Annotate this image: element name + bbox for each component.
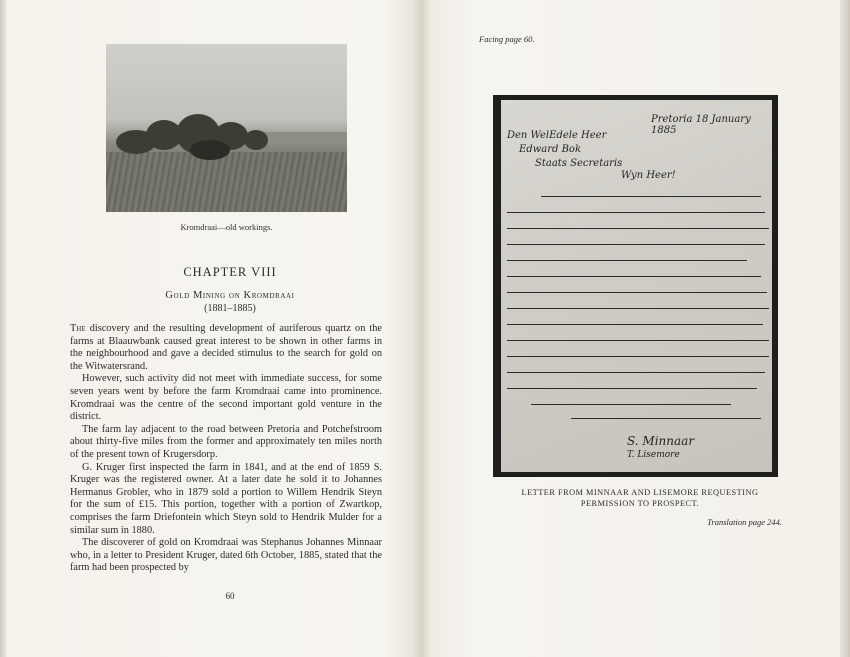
chapter-years: (1881–1885)	[204, 303, 256, 314]
paragraph	[70, 323, 382, 373]
handwriting-line	[507, 372, 765, 373]
right-page	[470, 0, 800, 657]
handwriting-line	[531, 404, 731, 405]
handwriting-line	[507, 308, 769, 309]
handwriting-line	[507, 324, 763, 325]
handwriting-line	[507, 340, 769, 341]
handwriting-line	[507, 292, 767, 293]
letter-photo	[493, 95, 778, 477]
handwriting-line	[507, 388, 757, 389]
handwriting-line	[507, 356, 769, 357]
paragraph: G. Kruger first inspected the farm in 1841, and at the end of 1859 S. Kruger was the registered owner. At a later date he sold it to Johannes Hermanus Grobler, who in 1879 sold a portion to Willem Hendrik Steyn for the sum of £15. This portion, together with a portion of Zwartkop, comprises the farm Driefontein which Steyn sold to Hendrik Mulder for a similar sum in 1880.	[70, 461, 382, 536]
paragraph: The farm lay adjacent to the road between Pretoria and Potchefstroom about thirty-five miles from the former and approximately ten miles north of the present town of Krugersdorp.	[70, 423, 382, 460]
letter-caption-line: LETTER FROM MINNAAR AND LISEMORE REQUESTING	[521, 488, 759, 497]
page-edge-left	[0, 0, 6, 657]
page-edge-right	[840, 0, 850, 657]
chapter-title: Gold Mining on Kromdraai	[165, 290, 295, 301]
body-text	[70, 323, 382, 575]
handwriting-line	[507, 276, 761, 277]
page-number: 60	[225, 591, 235, 601]
letter-paper	[501, 100, 772, 472]
letter-caption-line: PERMISSION TO PROSPECT.	[580, 499, 700, 508]
handwriting-line	[507, 228, 769, 229]
translation-note: Translation page 244.	[707, 517, 782, 527]
letter-place-date: Pretoria 18 January 1885	[651, 114, 751, 136]
letter-signature: S. Minnaar	[627, 434, 695, 448]
letter-signature: T. Lisemore	[627, 450, 680, 460]
paragraph: The discoverer of gold on Kromdraai was Stephanus Johannes Minnaar who, in a letter to President Kruger, dated 6th October, 1885, stated that the farm had been prospected by	[70, 537, 382, 574]
paragraph-lead: The	[70, 323, 86, 334]
letter-salutation: Staats Secretaris	[535, 158, 623, 169]
paragraph-text: discovery and the resulting development of auriferous quartz on the farms at Blaauwbank caused great interest to be shown in other farms in the neighbourhood and gave a decided stimulus to the search for gold on the Witwatersrand.	[70, 323, 382, 372]
photo-horizon	[256, 132, 347, 142]
handwriting-line	[571, 418, 761, 419]
handwriting-line	[507, 212, 765, 213]
left-page	[70, 0, 390, 657]
letter-salutation: Den WelEdele Heer	[507, 130, 607, 141]
photo-bush	[244, 130, 268, 150]
facing-page-note: Facing page 60.	[479, 34, 535, 44]
handwriting-line	[507, 244, 765, 245]
kromdraai-photo	[106, 44, 347, 212]
chapter-heading: CHAPTER VIII	[183, 265, 277, 279]
handwriting-line	[541, 196, 761, 197]
photo-bush	[190, 140, 230, 160]
photo-ground	[106, 152, 347, 212]
paragraph: However, such activity did not meet with immediate success, for some seven years went by before the farm Kromdraai came into prominence. Kromdraai was the centre of the second important gold venture in the district.	[70, 373, 382, 423]
letter-greeting: Wyn Heer!	[621, 170, 676, 181]
letter-caption	[490, 487, 790, 509]
photo-caption: Kromdraai—old workings.	[180, 222, 273, 232]
letter-salutation: Edward Bok	[519, 144, 582, 155]
handwriting-line	[507, 260, 747, 261]
